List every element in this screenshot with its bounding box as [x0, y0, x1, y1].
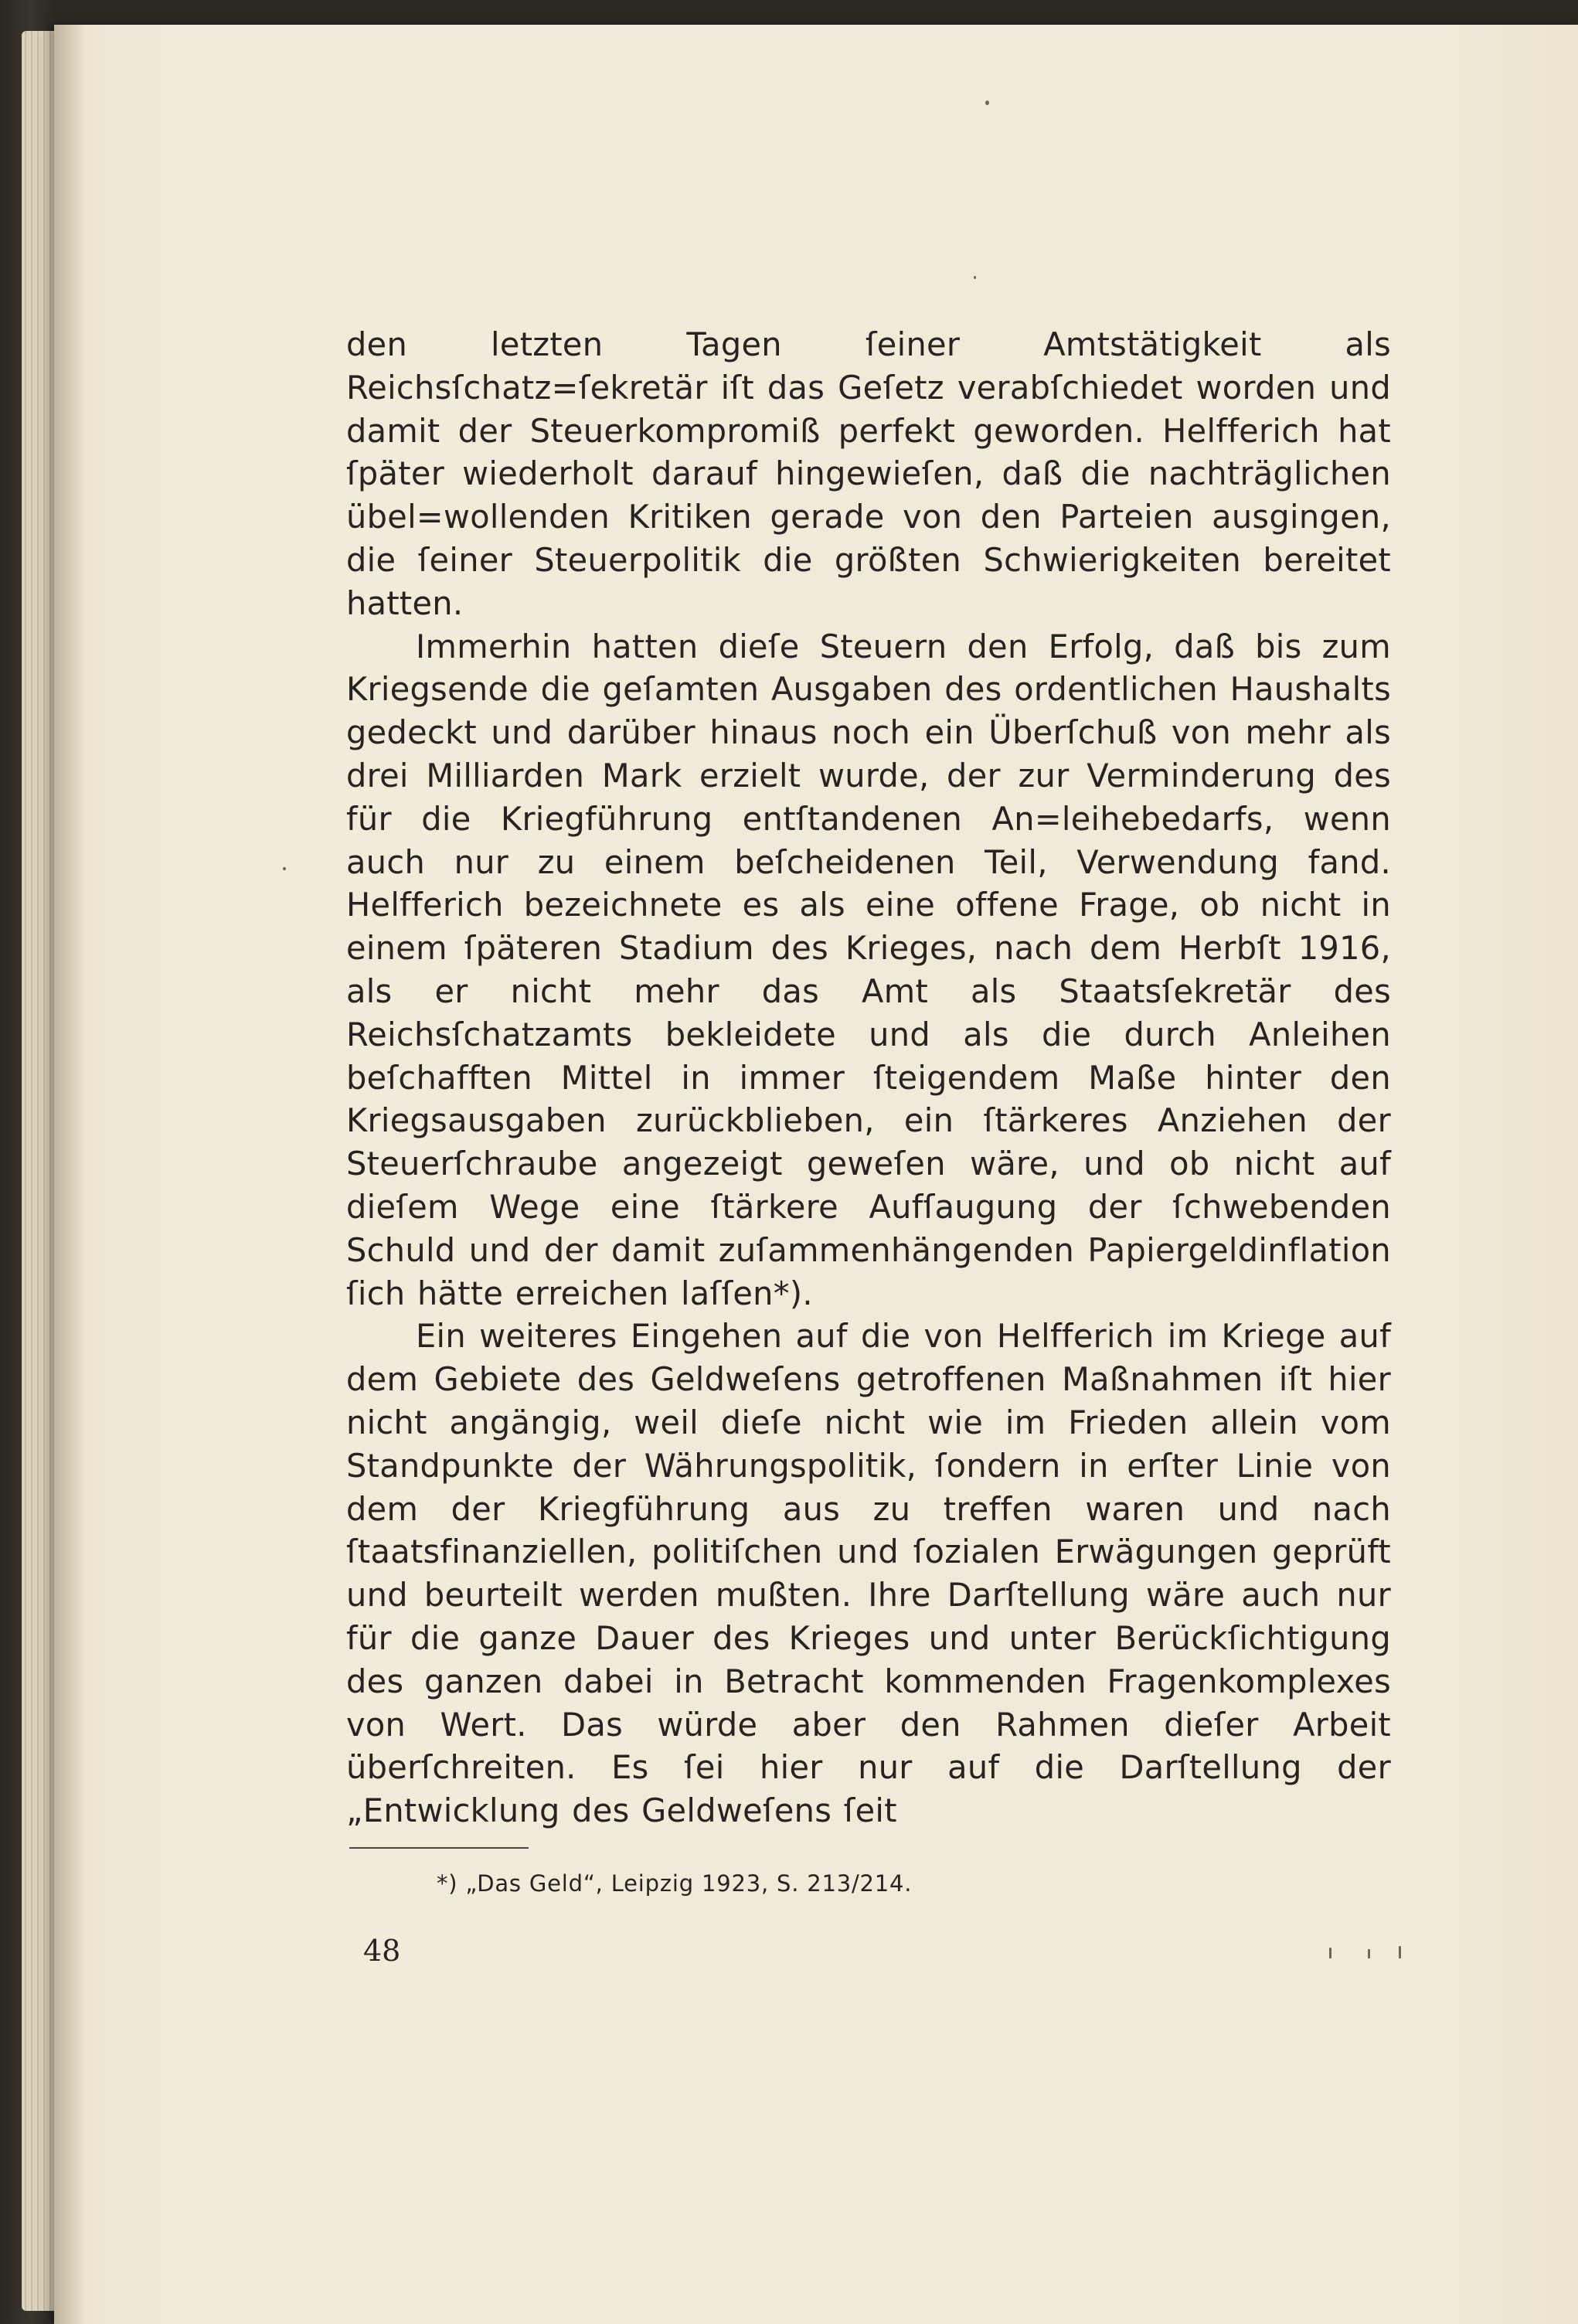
- paper-speck: [985, 100, 989, 105]
- paper-speck: [1329, 1948, 1331, 1958]
- paragraph-2: Immerhin hatten dieſe Steuern den Erfolg, daß bis zum Kriegsende die geſamten Ausgaben des ordentlichen Haushalts gedeckt und darüber hinaus noch ein Überſchuß von mehr als drei Milliarden Mark erzielt wurde, der zur Verminderung des für die Kriegführung entſtandenen An=leihebedarfs, wenn auch nur zu einem beſcheidenen Teil, Verwendung fand. Helfferich bezeichnete es als eine offene Frage, ob nicht in einem ſpäteren Stadium des Krieges, nach dem Herbſt 1916, als er nicht mehr das Amt als Staatsſekretär des Reichsſchatzamts bekleidete und als die durch Anleihen beſchafften Mittel in immer ſteigendem Maße hinter den Kriegsausgaben zurückblieben, ein ſtärkeres Anziehen der Steuerſchraube angezeigt geweſen wäre, und ob nicht auf dieſem Wege eine ſtärkere Aufſaugung der ſchwebenden Schuld und der damit zuſammenhängenden Papiergeldinflation ſich hätte erreichen laſſen*).: [346, 627, 1391, 1312]
- paper-speck: [1399, 1946, 1401, 1958]
- page-gutter-shadow: [54, 25, 85, 2324]
- paragraph-3: Ein weiteres Eingehen auf die von Helfferich im Kriege auf dem Gebiete des Geldweſens getroffenen Maßnahmen iſt hier nicht angängig, weil dieſe nicht wie im Frieden allein vom Standpunkte der Währungspolitik, ſondern in erſter Linie von dem der Kriegführung aus zu treffen waren und nach ſtaatsfinanziellen, politiſchen und ſozialen Erwägungen geprüft und beurteilt werden mußten. Ihre Darſtellung wäre auch nur für die ganze Dauer des Krieges und unter Berückſichtigung des ganzen dabei in Betracht kommenden Fragenkomplexes von Wert. Das würde aber den Rahmen dieſer Arbeit überſchreiten. Es ſei hier nur auf die Darſtellung der „Entwicklung des Geldweſens ſeit: [346, 1317, 1391, 1830]
- paper-speck: [974, 276, 976, 279]
- paper-speck: [1368, 1949, 1370, 1958]
- footnote: *) „Das Geld“, Leipzig 1923, S. 213/214.: [437, 1870, 913, 1897]
- body-text: [346, 323, 1391, 1832]
- paragraph-1: den letzten Tagen ſeiner Amtstätigkeit als Reichsſchatz=ſekretär iſt das Geſetz verabſchiedet worden und damit der Steuerkompromiß perfekt geworden. Helfferich hat ſpäter wiederholt darauf hingewieſen, daß die nachträglichen übel=wollenden Kritiken gerade von den Parteien ausgingen, die ſeiner Steuerpolitik die größten Schwierigkeiten bereitet hatten.: [346, 325, 1391, 622]
- page-number: 48: [363, 1934, 401, 1968]
- paper-speck: [283, 867, 286, 870]
- footnote-separator: [349, 1847, 529, 1849]
